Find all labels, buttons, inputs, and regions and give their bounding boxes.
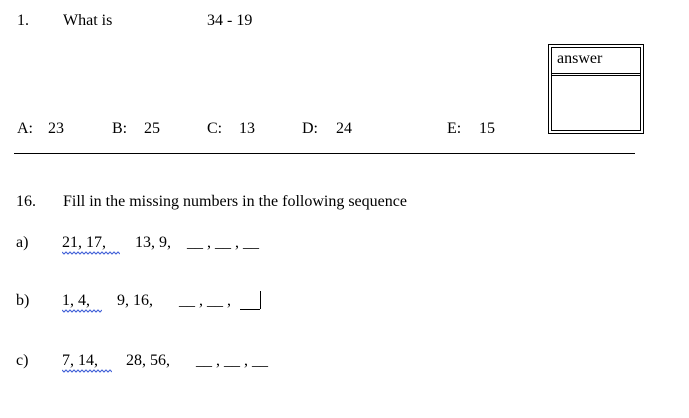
option-b-letter: B: — [112, 120, 128, 137]
part-c-label: c) — [16, 352, 29, 369]
question-1-prompt: What is — [63, 12, 113, 29]
part-b-given-underlined: 1, 4, — [62, 292, 90, 309]
option-c-value: 13 — [239, 120, 255, 137]
text-cursor — [260, 291, 261, 309]
option-c-letter: C: — [207, 120, 223, 137]
spelling-underline-b — [62, 308, 102, 313]
spelling-underline-a — [62, 250, 120, 255]
question-16-prompt: Fill in the missing numbers in the following sequence — [63, 193, 407, 210]
part-c-blanks[interactable]: __ , __ , __ — [196, 352, 268, 369]
part-b-given: 9, 16, — [117, 292, 153, 309]
answer-label: answer — [557, 50, 603, 67]
option-d-value: 24 — [336, 120, 352, 137]
answer-box — [548, 44, 644, 134]
spelling-underline-c — [62, 368, 112, 373]
option-e-value: 15 — [479, 120, 495, 137]
part-b-final-blank[interactable] — [240, 309, 260, 310]
option-d-letter: D: — [302, 120, 318, 137]
question-1-expression: 34 - 19 — [207, 12, 253, 29]
option-b-value: 25 — [144, 120, 160, 137]
part-c-given-underlined: 7, 14, — [62, 352, 98, 369]
answer-box-separator — [551, 73, 641, 76]
option-e-letter: E: — [447, 120, 462, 137]
part-b-blanks[interactable]: __ , __ , — [179, 292, 231, 309]
part-b-label: b) — [16, 292, 30, 309]
option-a-value: 23 — [48, 120, 64, 137]
section-divider — [14, 153, 635, 154]
part-a-given-underlined: 21, 17, — [62, 234, 106, 251]
option-a-letter: A: — [17, 120, 33, 137]
part-a-label: a) — [16, 234, 29, 251]
question-1-number: 1. — [17, 12, 29, 29]
part-a-blanks[interactable]: __ , __ , __ — [187, 234, 259, 251]
part-c-given: 28, 56, — [126, 352, 170, 369]
part-a-given: 13, 9, — [135, 234, 171, 251]
question-16-number: 16. — [16, 193, 36, 210]
